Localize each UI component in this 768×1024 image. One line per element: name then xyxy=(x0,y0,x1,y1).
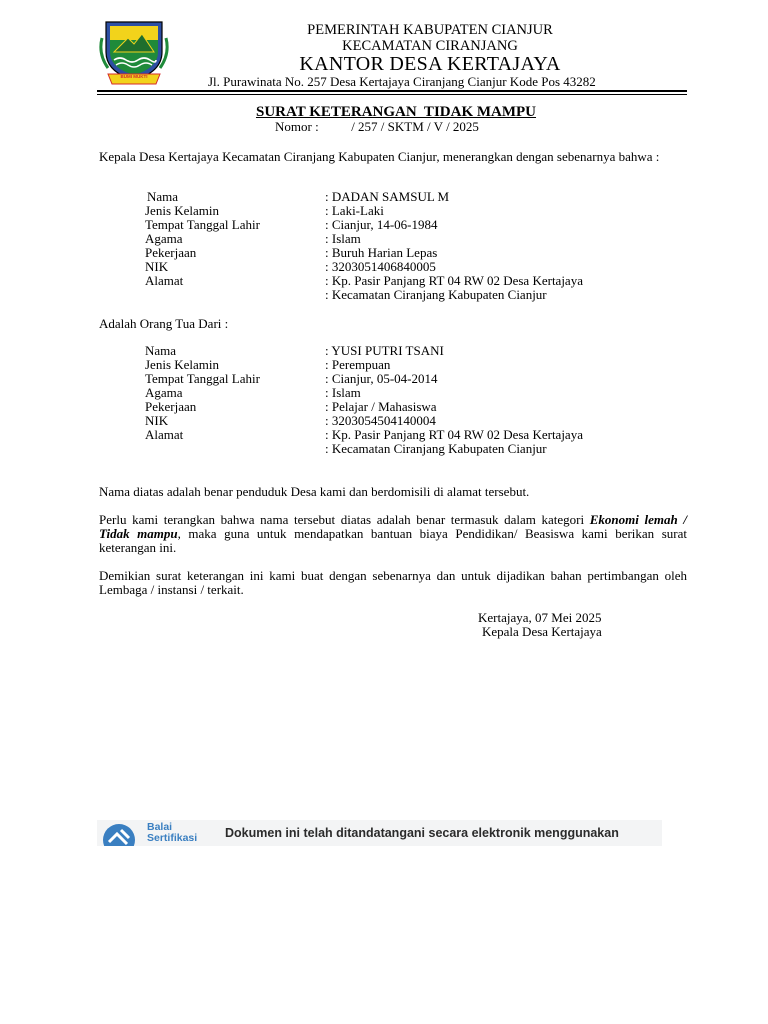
p2-value-birth: : Cianjur, 05-04-2014 xyxy=(325,371,438,386)
bsre-logo-icon xyxy=(99,822,139,846)
p1-value-gender: : Laki-Laki xyxy=(325,203,384,218)
category-text-post: , maka guna untuk mendapatkan bantuan biaya Pendidikan/ Beasiswa kami berikan surat keterangan ini. xyxy=(99,526,687,555)
p1-value-name: : DADAN SAMSUL M xyxy=(325,189,450,204)
p2-value-occupation: : Pelajar / Mahasiswa xyxy=(325,399,437,414)
p2-label-gender: Jenis Kelamin xyxy=(145,357,220,372)
letterhead-divider-thin xyxy=(97,94,687,95)
p2-value-address: : Kp. Pasir Panjang RT 04 RW 02 Desa Kertajaya xyxy=(325,427,583,442)
office-title: KANTOR DESA KERTAJAYA xyxy=(299,53,561,75)
intro-paragraph: Kepala Desa Kertajaya Kecamatan Ciranjang Kabupaten Cianjur, menerangkan dengan sebenarnya bahwa : xyxy=(99,149,660,164)
p1-label-name: Nama xyxy=(147,189,179,204)
letterhead-divider-thick xyxy=(97,90,687,92)
p2-label-name: Nama xyxy=(145,343,177,358)
p1-value-birth: : Cianjur, 14-06-1984 xyxy=(325,217,438,232)
parent-of-heading: Adalah Orang Tua Dari : xyxy=(99,316,229,331)
p1-label-nik: NIK xyxy=(145,259,169,274)
category-text-pre: Perlu kami terangkan bahwa nama tersebut diatas adalah benar termasuk dalam kategori xyxy=(99,512,590,527)
p1-value-occupation: : Buruh Harian Lepas xyxy=(325,245,438,260)
p2-value-gender: : Perempuan xyxy=(325,357,391,372)
p2-value-nik: : 3203054504140004 xyxy=(325,413,436,428)
p1-value-religion: : Islam xyxy=(325,231,361,246)
p1-label-religion: Agama xyxy=(145,231,183,246)
p1-label-occupation: Pekerjaan xyxy=(145,245,197,260)
place-date: Kertajaya, 07 Mei 2025 xyxy=(478,610,602,625)
bsre-org-line2: Sertifikasi xyxy=(147,831,198,844)
p2-value-name: : YUSI PUTRI TSANI xyxy=(325,343,444,358)
p1-value-address: : Kp. Pasir Panjang RT 04 RW 02 Desa Kertajaya xyxy=(325,273,583,288)
p2-label-occupation: Pekerjaan xyxy=(145,399,197,414)
p1-value-address-cont: : Kecamatan Ciranjang Kabupaten Cianjur xyxy=(325,287,547,302)
p2-label-birth: Tempat Tanggal Lahir xyxy=(145,371,260,386)
office-address: Jl. Purawinata No. 257 Desa Kertajaya Ciranjang Cianjur Kode Pos 43282 xyxy=(208,74,596,89)
document-number: Nomor : / 257 / SKTM / V / 2025 xyxy=(275,119,479,134)
government-name: PEMERINTAH KABUPATEN CIANJUR xyxy=(307,22,553,38)
p1-label-gender: Jenis Kelamin xyxy=(145,203,220,218)
signatory-title: Kepala Desa Kertajaya xyxy=(482,624,602,639)
closing-statement: Demikian surat keterangan ini kami buat dengan sebenarnya dan untuk dijadikan bahan pertimbangan oleh Lembaga / instansi / terkait. xyxy=(99,568,687,597)
p1-value-nik: : 3203051406840005 xyxy=(325,259,436,274)
p2-label-religion: Agama xyxy=(145,385,183,400)
district-name: KECAMATAN CIRANJANG xyxy=(342,38,518,54)
bsre-org-name xyxy=(147,822,217,843)
category-emphasis: Ekonomi lemah / Tidak mampu xyxy=(99,512,687,541)
p1-label-birth: Tempat Tanggal Lahir xyxy=(145,217,260,232)
document-title: SURAT KETERANGAN TIDAK MAMPU xyxy=(255,104,537,120)
p2-value-address-cont: : Kecamatan Ciranjang Kabupaten Cianjur xyxy=(325,441,547,456)
p2-label-nik: NIK xyxy=(145,413,169,428)
p1-label-address: Alamat xyxy=(145,273,184,288)
p2-value-religion: : Islam xyxy=(325,385,361,400)
residency-statement: Nama diatas adalah benar penduduk Desa kami dan berdomisili di alamat tersebut. xyxy=(99,484,530,499)
electronic-signature-banner xyxy=(97,820,662,846)
esign-statement: Dokumen ini telah ditandatangani secara elektronik menggunakan xyxy=(225,826,619,840)
category-statement xyxy=(99,513,687,555)
bsre-org-line1: Balai xyxy=(147,821,173,833)
crest-motto: BUMI MUKTI xyxy=(120,74,148,79)
p2-label-address: Alamat xyxy=(145,427,184,442)
